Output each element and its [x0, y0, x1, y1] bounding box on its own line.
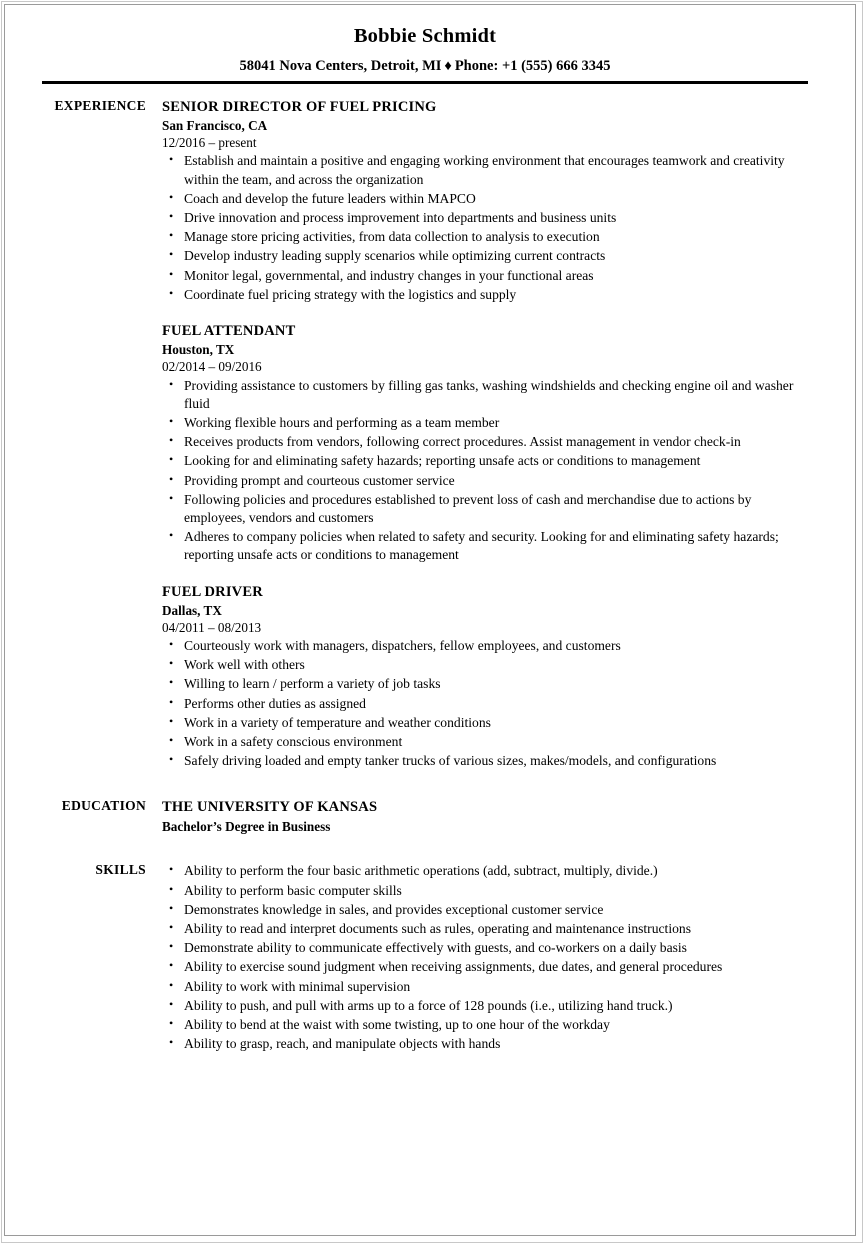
job-bullet-list: [162, 637, 812, 770]
job-bullet: • Receives products from vendors, following correct procedures. Assist management in vendor check-in: [162, 433, 812, 451]
education-entries: [162, 798, 812, 835]
section-label-experience: EXPERIENCE: [54, 98, 146, 113]
candidate-name: Bobbie Schmidt: [353, 25, 497, 47]
skill-bullet: • Ability to read and interpret documents such as rules, operating and maintenance instructions: [162, 920, 812, 938]
job-bullet: • Work in a safety conscious environment: [162, 733, 812, 751]
skill-bullet: • Ability to exercise sound judgment when receiving assignments, due dates, and general procedures: [162, 958, 812, 976]
skill-bullet: • Ability to work with minimal supervision: [162, 978, 812, 996]
job-bullet: • Providing assistance to customers by filling gas tanks, washing windshields and checking engine oil and washer fluid: [162, 377, 812, 413]
job-location: San Francisco, CA: [162, 118, 268, 134]
candidate-phone: Phone: +1 (555) 666 3345: [454, 57, 611, 74]
job-location: Houston, TX: [162, 342, 235, 358]
job-bullet: • Working flexible hours and performing as a team member: [162, 414, 812, 432]
skill-bullet: • Ability to push, and pull with arms up to a force of 128 pounds (i.e., utilizing hand truck.): [162, 997, 812, 1015]
job-bullet: • Safely driving loaded and empty tanker trucks of various sizes, makes/models, and configurations: [162, 752, 812, 770]
job-entry: [162, 322, 812, 564]
job-entry: [162, 583, 812, 771]
job-bullet: • Courteously work with managers, dispatchers, fellow employees, and customers: [162, 637, 812, 655]
job-bullet: • Adheres to company policies when related to safety and security. Looking for and eliminating safety hazards; reporting unsafe acts or conditions to management: [162, 528, 812, 564]
resume-header: [42, 24, 808, 84]
job-bullet: • Providing prompt and courteous customer service: [162, 472, 812, 490]
job-location: Dallas, TX: [162, 602, 222, 618]
contact-line: [42, 58, 808, 75]
section-experience: [0, 98, 866, 770]
job-bullet: • Drive innovation and process improvement into departments and business units: [162, 209, 812, 227]
education-school: THE UNIVERSITY OF KANSAS: [162, 799, 378, 816]
section-education: [0, 798, 866, 835]
job-bullet: • Looking for and eliminating safety hazards; reporting unsafe acts or conditions to management: [162, 452, 812, 470]
job-bullet-list: [162, 377, 812, 565]
skill-bullet: • Ability to perform the four basic arithmetic operations (add, subtract, multiply, divide.): [162, 862, 812, 880]
job-bullet: • Work well with others: [162, 656, 812, 674]
job-bullet: • Establish and maintain a positive and engaging working environment that encourages teamwork and creativity within the team, and across the organization: [162, 152, 812, 188]
job-bullet: • Coach and develop the future leaders within MAPCO: [162, 190, 812, 208]
candidate-address: 58041 Nova Centers, Detroit, MI: [239, 57, 442, 74]
job-title: SENIOR DIRECTOR OF FUEL PRICING: [162, 99, 437, 115]
job-bullet: • Develop industry leading supply scenarios while optimizing current contracts: [162, 247, 812, 265]
skill-bullet: • Ability to bend at the waist with some twisting, up to one hour of the workday: [162, 1016, 812, 1034]
skills-bullet-list: [162, 862, 812, 1053]
job-bullet: • Performs other duties as assigned: [162, 695, 812, 713]
job-dates: 04/2011 – 08/2013: [162, 619, 262, 635]
diamond-separator-icon: ♦: [444, 57, 452, 74]
header-divider: [42, 81, 808, 84]
job-entry: [162, 98, 812, 304]
section-label-skills: SKILLS: [95, 862, 146, 878]
job-title: FUEL DRIVER: [162, 583, 263, 600]
job-dates: 12/2016 – present: [162, 135, 257, 151]
section-skills: [0, 862, 866, 1053]
resume-body: [0, 98, 866, 1053]
education-degree: Bachelor’s Degree in Business: [162, 818, 331, 834]
skill-bullet: • Ability to grasp, reach, and manipulate objects with hands: [162, 1035, 812, 1053]
job-bullet: • Work in a variety of temperature and weather conditions: [162, 714, 812, 732]
job-dates: 02/2014 – 09/2016: [162, 359, 262, 375]
skill-bullet: • Demonstrates knowledge in sales, and provides exceptional customer service: [162, 901, 812, 919]
job-bullet-list: [162, 152, 812, 304]
job-title: FUEL ATTENDANT: [162, 323, 296, 340]
job-bullet: • Following policies and procedures established to prevent loss of cash and merchandise due to actions by employees, vendors and customers: [162, 491, 812, 527]
skills-entries: [162, 862, 812, 1053]
skill-bullet: • Demonstrate ability to communicate effectively with guests, and co-workers on a daily basis: [162, 939, 812, 957]
job-bullet: • Monitor legal, governmental, and industry changes in your functional areas: [162, 267, 812, 285]
job-bullet: • Manage store pricing activities, from data collection to analysis to execution: [162, 228, 812, 246]
job-bullet: • Coordinate fuel pricing strategy with the logistics and supply: [162, 286, 812, 304]
section-label-education: EDUCATION: [61, 798, 146, 814]
experience-entries: [162, 98, 812, 770]
skill-bullet: • Ability to perform basic computer skills: [162, 882, 812, 900]
job-bullet: • Willing to learn / perform a variety of job tasks: [162, 675, 812, 693]
